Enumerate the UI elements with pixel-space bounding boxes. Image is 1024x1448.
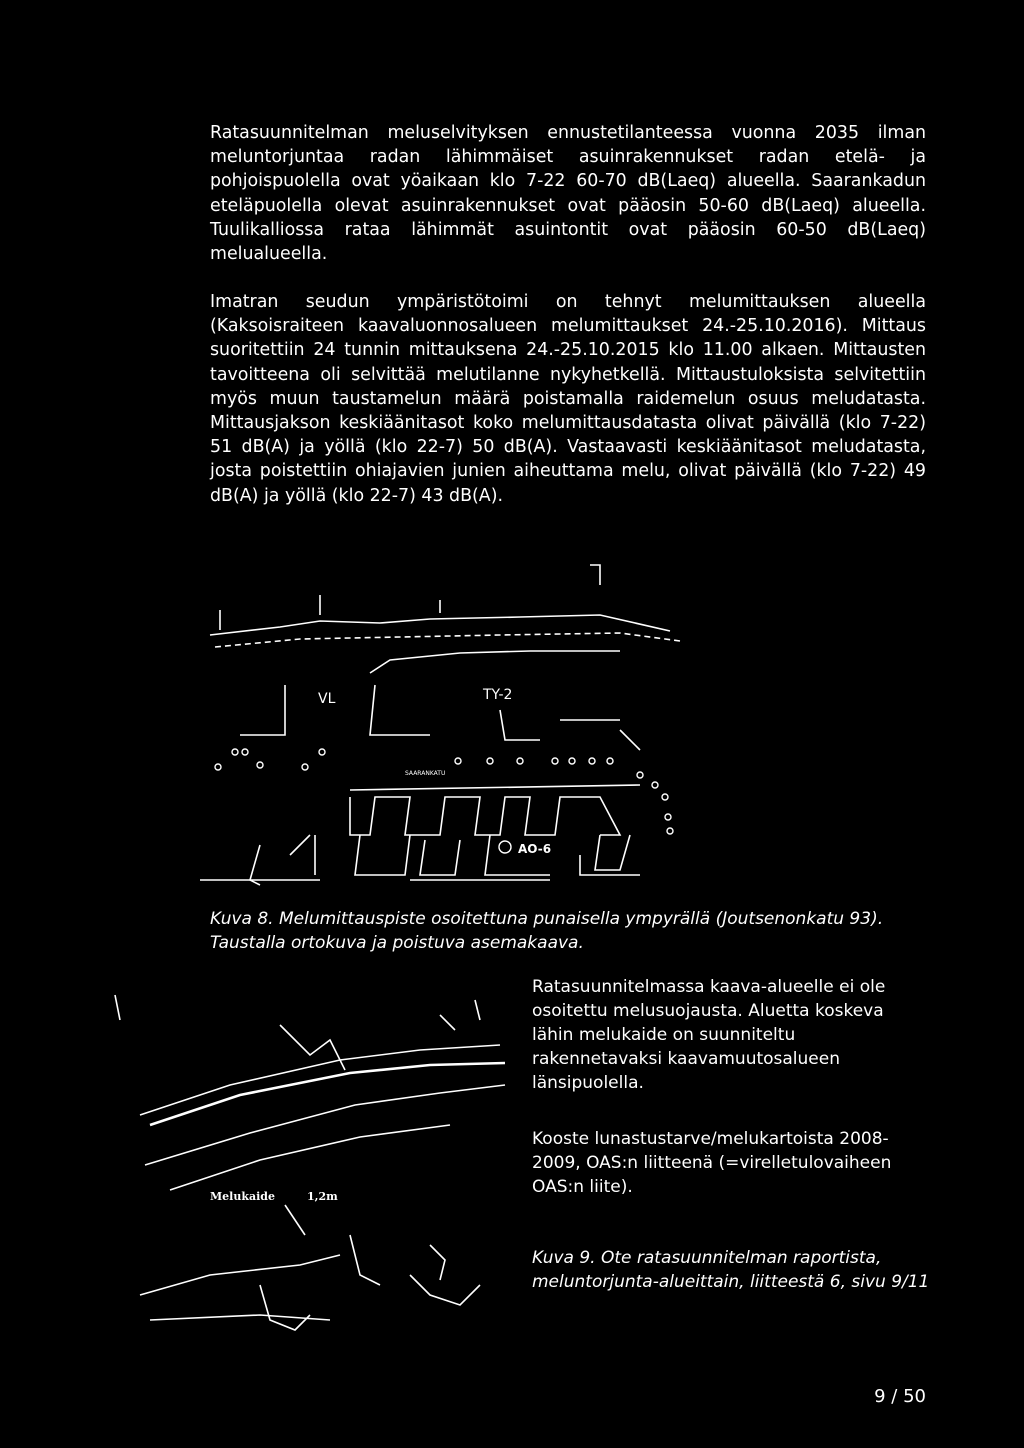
body-paragraph-1: Ratasuunnitelman meluselvityksen ennustetilanteessa vuonna 2035 ilman meluntorjuntaa radan lähimmäiset asuinrakennukset radan etelä- ja pohjoispuolella ovat yöaikaan klo 7-22 60-70 dB(Laeq) alueella. Saarankadun eteläpuolella olevat asuinrakennukset ovat pääosin 50-60 dB(Laeq) alueella. Tuulikalliossa rataa lähimmät asuintontit ovat pääosin 60-50 dB(Laeq) melualueella. [210, 123, 926, 265]
figure-9-caption: Kuva 9. Ote ratasuunnitelman raportista, meluntorjunta-alueittain, liitteestä 6, sivu 9/11 [532, 1248, 930, 1292]
barrier-map-linework [115, 995, 505, 1330]
measurement-point-circle [499, 841, 511, 853]
figure-8-caption: Kuva 8. Melumittauspiste osoitettuna punaisella ympyrällä (Joutsenonkatu 93). Taustalla ortokuva ja poistuva asemakaava. [210, 909, 884, 953]
side-paragraph-1: Ratasuunnitelmassa kaava-alueelle ei ole osoitettu melusuojausta. Aluetta koskeva lähin melukaide on suunniteltu rakennetavaksi kaavamuutosalueen länsipuolella. [532, 977, 886, 1093]
figure-8-plan-map [200, 535, 690, 905]
map-label-ty2: TY-2 [483, 687, 513, 703]
side-paragraph-2: Kooste lunastustarve/melukartoista 2008-2009, OAS:n liitteenä (=virelletulovaiheen OAS:n liite). [532, 1129, 892, 1197]
body-paragraph-2: Imatran seudun ympäristötoimi on tehnyt melumittauksen alueella (Kaksoisraiteen kaavaluonnosalueen melumittaukset 24.-25.10.2016). Mittaus suoritettiin 24 tunnin mittauksena 24.-25.10.2015 klo 11.00 alkaen. Mittausten tavoitteena oli selvittää melutilanne nykyhetkellä. Mittaustuloksista selvitettiin myös muun taustamelun määrä poistamalla raidemelun osuus meludatasta. Mittausjakson keskiäänitasot koko melumittausdatasta olivat päivällä (klo 7-22) 51 dB(A) ja yöllä (klo 22-7) 50 dB(A). Vastaavasti keskiäänitasot meludatasta, josta poistettiin ohiajavien junien aiheuttama melu, olivat päivällä (klo 7-22) 49 dB(A) ja yöllä (klo 22-7) 43 dB(A). [210, 292, 926, 506]
map-label-vl: VL [318, 691, 336, 707]
map-label-ao6: AO-6 [518, 842, 552, 856]
map-label-street: SAARANKATU [405, 770, 446, 777]
figure-9-barrier-map [110, 975, 510, 1345]
page-number: 9 / 50 [874, 1386, 926, 1407]
barrier-height-label: 1,2m [307, 1190, 338, 1203]
barrier-label: Melukaide [210, 1190, 275, 1203]
map-linework [200, 565, 680, 885]
